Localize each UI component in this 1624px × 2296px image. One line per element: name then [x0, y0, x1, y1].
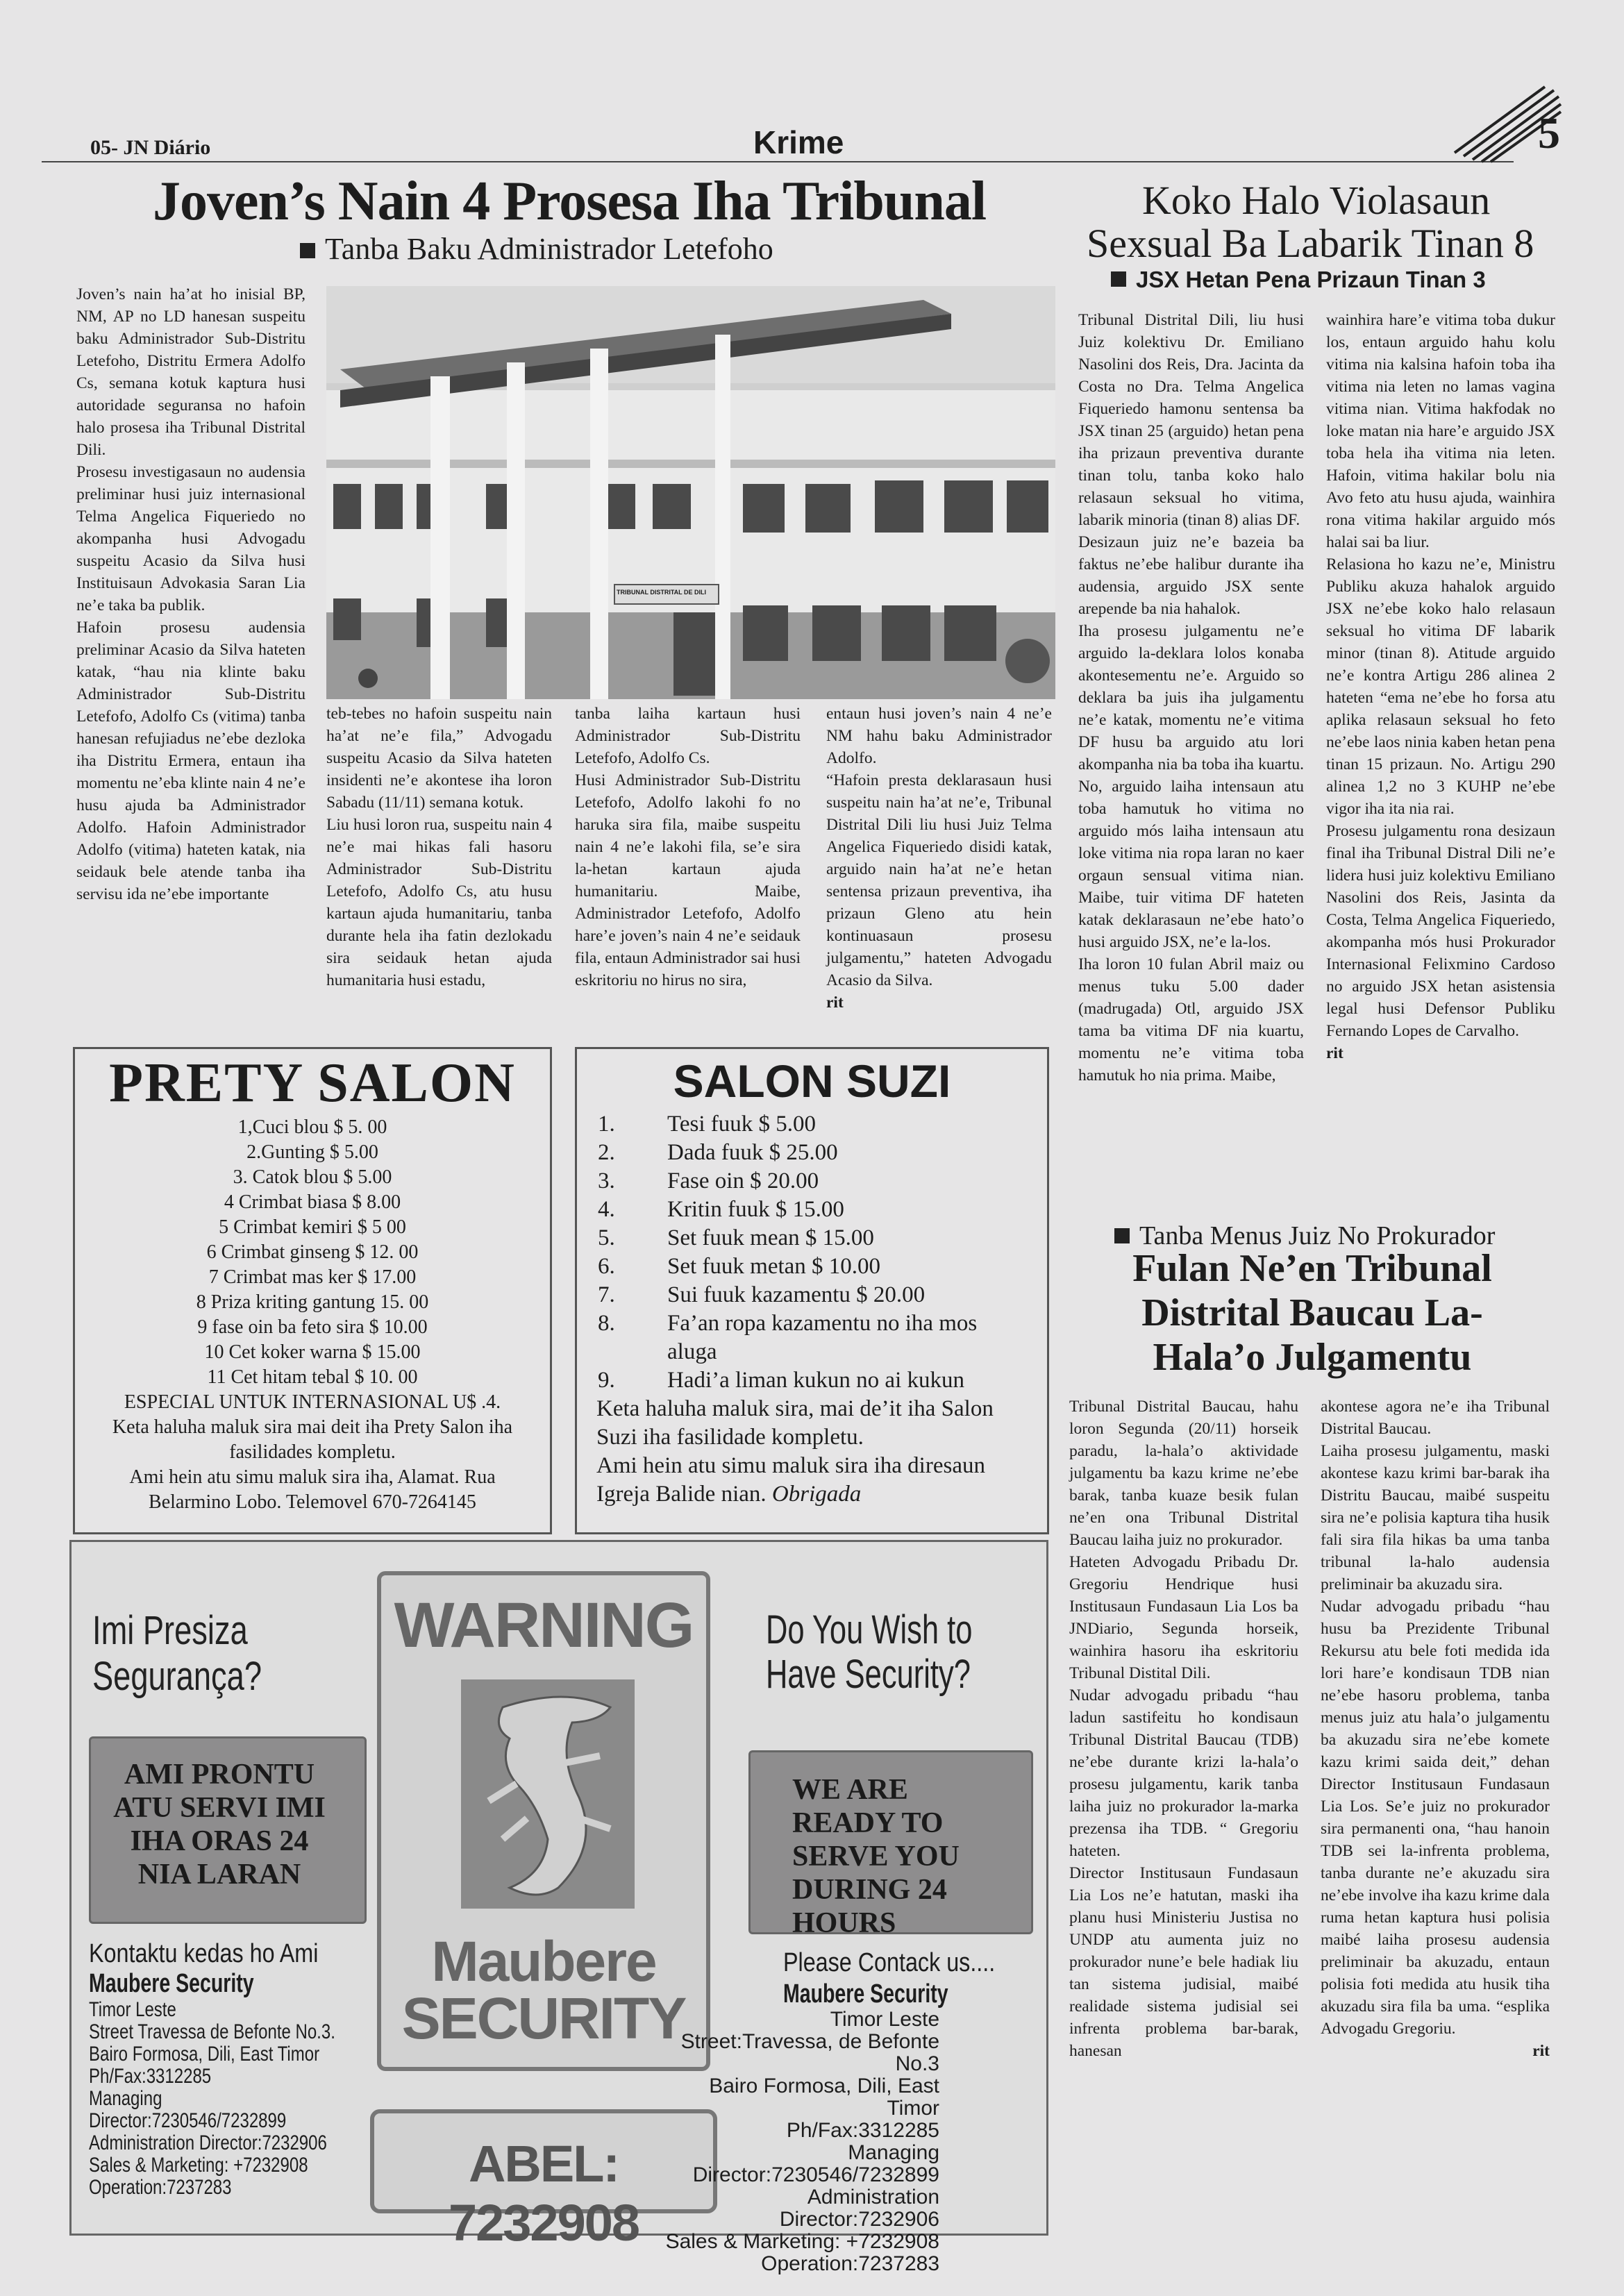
ad-suzi-thanks: Obrigada [771, 1482, 862, 1507]
left-contact-title: Kontaktu kedas ho Ami [89, 1939, 319, 1968]
address-line: Ph/Fax:3312285 [786, 2119, 939, 2142]
address-line: Ph/Fax:3312285 [89, 2065, 212, 2088]
paragraph: Prosesu investigasaun no audensia preliminar husi juiz internasional Telma Angelica Fiqueriedo no akompanha husi Advogadu suspeitu Acasio da Silva husi Instituisaun Advokasia Saran Lia ne’e taka ba publik. [76, 463, 305, 614]
address-line: Operation:7237283 [761, 2252, 939, 2275]
main-col-2 [326, 703, 552, 991]
price-item: 8 Priza kriting gantung 15. 00 [196, 1291, 429, 1313]
crocodile-icon [461, 1679, 635, 1909]
paragraph: Joven’s nain ha’at ho inisial BP, NM, AP no LD hanesan suspeitu baku Administrador Sub-Distritu Letefoho, Distritu Ermera Adolfo Cs, semana kotuk kaptura husi autoridade seguransa no hafoin halo prosesa iha Tribunal Distrital Dili. [76, 285, 305, 459]
third-headline [1069, 1246, 1555, 1380]
main-subheadline [300, 231, 773, 267]
price-item: 7 Crimbat mas ker $ 17.00 [208, 1266, 417, 1288]
page-number: 5 [1538, 108, 1560, 158]
right-contact-title: Please Contack us.... [783, 1948, 996, 1977]
price-item: 9 fase oin ba feto sira $ 10.00 [197, 1316, 428, 1338]
paragraph: Laiha prosesu julgamentu, maski akontese kazu krimi bar-barak iha Distritu Baucau, maibé suspeitu sira ne’e polisia kaptura tiha husik fali sira fila hikas ba uma tanba tribunal la-halo audensia preliminair ba akuzadu sira. [1321, 1442, 1550, 1593]
item-text: Dada fuuk $ 25.00 [667, 1140, 838, 1165]
main-subheadline-text: Tanba Baku Administrador Letefoho [325, 232, 773, 266]
price-item: 6 Crimbat ginseng $ 12. 00 [206, 1241, 419, 1263]
ad-suzi-title: SALON SUZI [673, 1055, 951, 1107]
ad-suzi-footer-2 [596, 1452, 1033, 1509]
third-headline-line: Hala’o Julgamentu [1153, 1336, 1472, 1379]
item-number: 1. [598, 1112, 615, 1137]
item-number: 3. [598, 1168, 615, 1193]
item-text: Tesi fuuk $ 5.00 [667, 1112, 817, 1137]
ad-suzi-list [598, 1110, 1047, 1395]
address-line: Bairo Formosa, Dili, East Timor [709, 2075, 939, 2120]
item-text: Hadi’a liman kukun no ai kukun [667, 1368, 965, 1393]
ad-prety-list [75, 1115, 550, 1415]
paragraph: Nudar advogadu pribadu “hau husu ba Prezidente Tribunal Rekursu atu bele foti medida ida lori hare’e kondisaun TDB nian ne’ebe hasoru problema, tanba menus juiz atu hala’o julgamentu ba akuzadu sira ne’ebe komete kazu krimi saida deit,” dehan Director Institusaun Fundasaun Lia Los. Se’e juiz no prokurador sira permanenti ona, “hau hanoin TDB sei la-infrenta problema, tanba durante ne’e akuzadu sira ne’ebe involve iha kazu krime dala ruma hetan kaptura husi polisia maibé laiha prosesu audensia preliminair ba akuzadu, entaun polisia foti medida atu husik tiha akuzadu sira fila ba uma. “esplika Advogadu Gregoriu. [1321, 1598, 1550, 2038]
paragraph: “Hafoin presta deklarasaun husi suspeitu nain ha’at ne’e, Tribunal Distrital Dili liu husi Juiz Telma Angelica Fiqueriedo disidi katak, arguido nain ha’at ne’e hetan sentensa prizaun preventiva, iha prizaun Gleno atu hein kontinuasaun prosesu julgamentu,” hateten Advogadu Acasio da Silva. [826, 771, 1052, 989]
address-line: Timor Leste [89, 1998, 176, 2021]
main-col-3 [575, 703, 801, 991]
item-text: Kritin fuuk $ 15.00 [667, 1197, 844, 1222]
item-text: Sui fuuk kazamentu $ 20.00 [667, 1282, 926, 1307]
paragraph: Nudar advogadu pribadu “hau ladun sastifeitu ho kondisaun Tribunal Distrital Baucau (TDB) ne’ebe durante krizi la-hala’o prosesu julgamentu, karik tanba laiha juiz no prokurador la-marka prezensa iha TDB. “ Gregoriu hateten. [1069, 1686, 1298, 1860]
warning-sign [377, 1571, 710, 2071]
byline: rit [1326, 1044, 1343, 1062]
ad-prety-footer-2: Ami hein atu simu maluk sira iha, Alamat. Rua Belarmino Lobo. Telemovel 670-7264145 [129, 1466, 496, 1513]
address-line: Managing Director:7230546/7232899 [692, 2141, 939, 2186]
ad-prety-salon [73, 1047, 552, 1534]
right-company: Maubere Security [783, 1979, 948, 2009]
price-item: ESPECIAL UNTUK INTERNASIONAL U$ .4. [124, 1391, 501, 1413]
address-line: Administration Director:7232906 [89, 2131, 327, 2154]
sign-name-1: Maubere [431, 1930, 656, 1993]
sign-warning-text: WARNING [394, 1590, 694, 1661]
paragraph: akontese agora ne’e iha Tribunal Distrital Baucau. [1321, 1398, 1550, 1438]
paragraph: Relasiona ho kazu ne’e, Ministru Publiku akuza hahalok arguido JSX ne’ebe koko halo relasaun seksual ho vitima DF labarik minor (tinan 8). Atitude arguido ne’e kontra Artigu 286 alinea 2 hateten “ema ne’ebe ho forsa atu aplika relasaun seksual ho feto ne’ebe laos ninia kaben hetan pena tinan 15 prizaun. No. Artigu 290 alinea 1,2 no 3 KUHP ne’ebe vigor iha ita nia rai. [1326, 555, 1555, 818]
paragraph: Iha prosesu julgamentu ne’e arguido la-deklara lolos konaba akontesementu ne’e. Arguido so deklara ba juis iha julgamentu ne’e katak, momentu ne’e vitima DF husu ba arguido atu lori akompanha nia ba toba iha kuartu. No, arguido laiha intensaun atu toba hamutuk ho vitima no arguido mós laiha intensaun atu loke vitima nia ropa laran no kaer orgaun sensual vitima nian. Maibe, tuir vitima DF hateten katak deklarasaun ne’ebe hato’o husi arguido JSX, ne’e la-los. [1078, 622, 1304, 951]
paragraph: Iha loron 10 fulan Abril maiz ou menus tuku 5.00 dader (madrugada) Otl, arguido JSX tama ba vitima DF nia kuartu, momentu ne’e vitima toba hamutuk ho nia prima. Maibe, [1078, 955, 1304, 1084]
address-line: Street Travessa de Befonte No.3. [89, 2020, 335, 2043]
price-item: 5 Crimbat kemiri $ 5 00 [219, 1216, 406, 1238]
address-line: Bairo Formosa, Dili, East Timor [89, 2043, 320, 2065]
paragraph: Desizaun juiz ne’e bazeia ba faktus ne’ebe halibur durante iha audensia, arguido JSX sente arepende ba nia hahalok. [1078, 533, 1304, 618]
address-line: Administration Director:7232906 [779, 2186, 939, 2231]
right-address [655, 2009, 939, 2275]
item-text: Set fuuk mean $ 15.00 [667, 1225, 874, 1250]
section-title: Krime [753, 124, 844, 160]
third-col-2 [1321, 1396, 1550, 2062]
photo-sign: TRIBUNAL DISTRITAL DE DILI [617, 589, 706, 596]
right-question: Do You Wish to Have Security? [766, 1607, 973, 1697]
price-item [598, 1366, 1047, 1395]
left-company: Maubere Security [89, 1969, 254, 1998]
item-text: Fase oin $ 20.00 [667, 1168, 819, 1193]
ad-suzi-footer-2-text: Ami hein atu simu maluk sira iha diresaun Igreja Balide nian. [596, 1453, 985, 1507]
paragraph: Tribunal Distrital Baucau, hahu loron Segunda (20/11) horseik paradu, la-hala’o aktividade julgamentu ba kazu krime ne’ebe barak, tanba kuaze besik fulan ne’en ona Tribunal Distrital Baucau laiha juiz no prokurador. [1069, 1398, 1298, 1549]
ad-suzi-footer-1: Keta haluha maluk sira, mai de’it iha Salon Suzi iha fasilidade kompletu. [596, 1396, 994, 1450]
price-item [598, 1110, 1047, 1139]
paragraph: Director Institusaun Fundasaun Lia Los ne’e hatutan, maski iha planu husi Ministeriu Justisa no UNDP atu aumenta juiz no prokurador nune’e bele hadiak liu tan sistema judisial, maibé realidade sistema judisial sei infrenta problema bar-barak, hanesan [1069, 1864, 1298, 2060]
ad-maubere-security [69, 1540, 1048, 2275]
paragraph: Tribunal Distrital Dili, liu husi Juiz kolektivu Dr. Emiliano Nasolini dos Reis, Dra. Jacinta da Costa no Dra. Telma Angelica Fiqueriedo hamonu sentensa ba JSX tinan 25 (arguido) hetan pena iha prizaun preventiva durante tinan tolu, tanba koko halo relasaun seksual ho vitima, labarik minoria (tinan 8) alias DF. [1078, 311, 1304, 529]
byline: rit [826, 994, 844, 1012]
price-item [598, 1196, 1047, 1224]
side-subheadline [1111, 267, 1486, 293]
bullet-icon [1111, 271, 1126, 287]
paragraph: Husi Administrador Sub-Distritu Letefofo, Adolfo lakohi fo no haruka sira fila, maibe suspeitu nain 4 ne’e lakohi fila, se’e sira la-hetan kartaun ajuda humanitariu. Maibe, Administrador Letefofo, Adolfo hare’e joven’s nain 4 ne’e seidauk fila, entaun Administrador sai husi eskritoriu no hirus no sira, [575, 771, 801, 989]
price-item: 1,Cuci blou $ 5. 00 [237, 1116, 387, 1138]
phone-plate-text: ABEL: 7232908 [448, 2135, 639, 2252]
ad-salon-suzi [575, 1047, 1049, 1534]
right-banner [748, 1750, 1033, 1939]
side-col-1 [1078, 309, 1304, 1087]
left-banner [89, 1736, 367, 1924]
third-headline-line: Distrital Baucau La- [1141, 1291, 1483, 1334]
item-number: 2. [598, 1140, 615, 1165]
page-label: 05- JN Diário [90, 136, 211, 159]
header-rule [42, 161, 1514, 162]
paragraph: tanba laiha kartaun husi Administrador Sub-Distritu Letefofo, Adolfo Cs. [575, 705, 801, 767]
left-question: Imi Presiza Segurança? [92, 1608, 262, 1699]
item-number: 8. [598, 1311, 615, 1336]
bullet-icon [1114, 1228, 1130, 1243]
side-headline-2: Sexsual Ba Labarik Tinan 8 [1087, 221, 1534, 266]
address-line: Timor Leste [830, 2008, 939, 2031]
item-text: Fa’an ropa kazamentu no iha mos aluga [667, 1311, 978, 1364]
address-line: Sales & Marketing: +7232908 [665, 2230, 939, 2253]
item-number: 7. [598, 1282, 615, 1307]
third-kicker-text: Tanba Menus Juiz No Prokurador [1139, 1221, 1496, 1250]
paragraph: Liu husi loron rua, suspeitu nain 4 ne’e mai hikas fali hasoru Administrador Sub-Distritu Letefofo, Adolfo Cs, atu husu kartaun ajuda humanitariu, tanba durante hela iha fatin dezlokadu sira seidauk hetan ajuda humanitaria husi estadu, [326, 816, 552, 989]
right-banner-text: WE ARE READY TO SERVE YOU DURING 24 HOURS [792, 1774, 960, 1939]
third-headline-line: Fulan Ne’en Tribunal [1132, 1247, 1492, 1290]
price-item: 10 Cet koker warna $ 15.00 [204, 1341, 421, 1363]
item-number: 5. [598, 1225, 615, 1250]
left-banner-text: AMI PRONTU ATU SERVI IMI IHA ORAS 24 NIA LARAN [113, 1759, 326, 1891]
side-subheadline-text: JSX Hetan Pena Prizaun Tinan 3 [1136, 267, 1486, 292]
main-col-1 [76, 283, 305, 905]
third-col-1 [1069, 1396, 1298, 2062]
sign-name-2: SECURITY [401, 1986, 686, 2051]
price-item [598, 1281, 1047, 1309]
ad-prety-title: PRETY SALON [109, 1053, 516, 1114]
main-headline: Joven’s Nain 4 Prosesa Iha Tribunal [153, 171, 987, 232]
side-col-2 [1326, 309, 1555, 1064]
byline: rit [1532, 2042, 1550, 2060]
address-line: Sales & Marketing: +7232908 [89, 2154, 308, 2177]
item-text: Set fuuk metan $ 10.00 [667, 1254, 881, 1279]
paragraph: Hateten Advogadu Pribadu Dr. Gregoriu Hendrique husi Institusaun Fundasaun Lia Los ba JNDiario, Segunda horseik, wainhira hasoru iha eskritoriu Tribunal Distital Dili. [1069, 1553, 1298, 1682]
price-item [598, 1139, 1047, 1167]
paragraph: Prosesu julgamentu rona desizaun final iha Tribunal Distral Dili ne’e lidera husi juiz kolektivu Emiliano Nasolini dos Reis, Jasinta da Costa, Telma Angelica Fiqueriedo, akompanha mós husi Prokurador Internasional Felixmino Cardoso no arguido JSX hetan asistensia legal husi Defensor Publiku Fernando Lopes de Carvalho. [1326, 822, 1555, 1040]
bullet-icon [300, 243, 315, 258]
price-item: 4 Crimbat biasa $ 8.00 [224, 1191, 401, 1213]
paragraph: Hafoin prosesu audensia preliminar Acasio da Silva hateten katak, “hau nia klinte baku Administrador Sub-Distritu Letefofo, Adolfo Cs (vitima) tanba hanesan refujiadus ne’ebe dezloka iha Distritu Ermera, entaun iha momentu ne’eba klinte nain 4 ne’e husu ajuda ba Administrador Adolfo. Hafoin Administrador Adolfo (vitima) hateten katak, nia seidauk bele atende tanba iha servisu ida ne’ebe importante [76, 619, 305, 903]
price-item: 2.Gunting $ 5.00 [246, 1141, 378, 1163]
item-number: 9. [598, 1368, 615, 1393]
price-item [598, 1167, 1047, 1196]
item-number: 4. [598, 1197, 615, 1222]
price-item [598, 1309, 1047, 1366]
price-item: 3. Catok blou $ 5.00 [233, 1166, 392, 1188]
price-item: 11 Cet hitam tebal $ 10. 00 [207, 1366, 418, 1388]
main-col-4 [826, 703, 1052, 1014]
ad-prety-footer-1: Keta haluha maluk sira mai deit iha Prety Salon iha fasilidades kompletu. [112, 1416, 513, 1463]
price-item [598, 1224, 1047, 1252]
side-headline-1: Koko Halo Violasaun [1142, 178, 1491, 223]
left-address [89, 1999, 355, 2199]
price-item [598, 1252, 1047, 1281]
paragraph: teb-tebes no hafoin suspeitu nain ha’at ne’e fila,” Advogadu suspeitu Acasio da Silva hateten insidenti ne’e akontese iha loron Sabadu (11/11) semana kotuk. [326, 705, 552, 812]
paragraph: wainhira hare’e vitima toba dukur los, entaun arguido hahu kolu vitima nia kalsina hafoin toba iha vitima nia leten no lamas vagina vitima nian. Vitima hakfodak no loke matan nia hare’e arguido JSX toba hela iha vitima nia leten. Hafoin, vitima hakilar bolu nia Avo feto atu husu ajuda, wainhira rona vitima hakilar arguido mós halai sai ba liur. [1326, 311, 1555, 551]
paragraph: entaun husi joven’s nain 4 ne’e NM hahu baku Administrador Adolfo. [826, 705, 1052, 767]
address-line: Operation:7237283 [89, 2176, 232, 2199]
item-number: 6. [598, 1254, 615, 1279]
address-line: Street:Travessa, de Befonte No.3 [680, 2030, 939, 2075]
tribunal-photo [326, 286, 1055, 699]
address-line: Managing Director:7230546/7232899 [89, 2087, 287, 2132]
